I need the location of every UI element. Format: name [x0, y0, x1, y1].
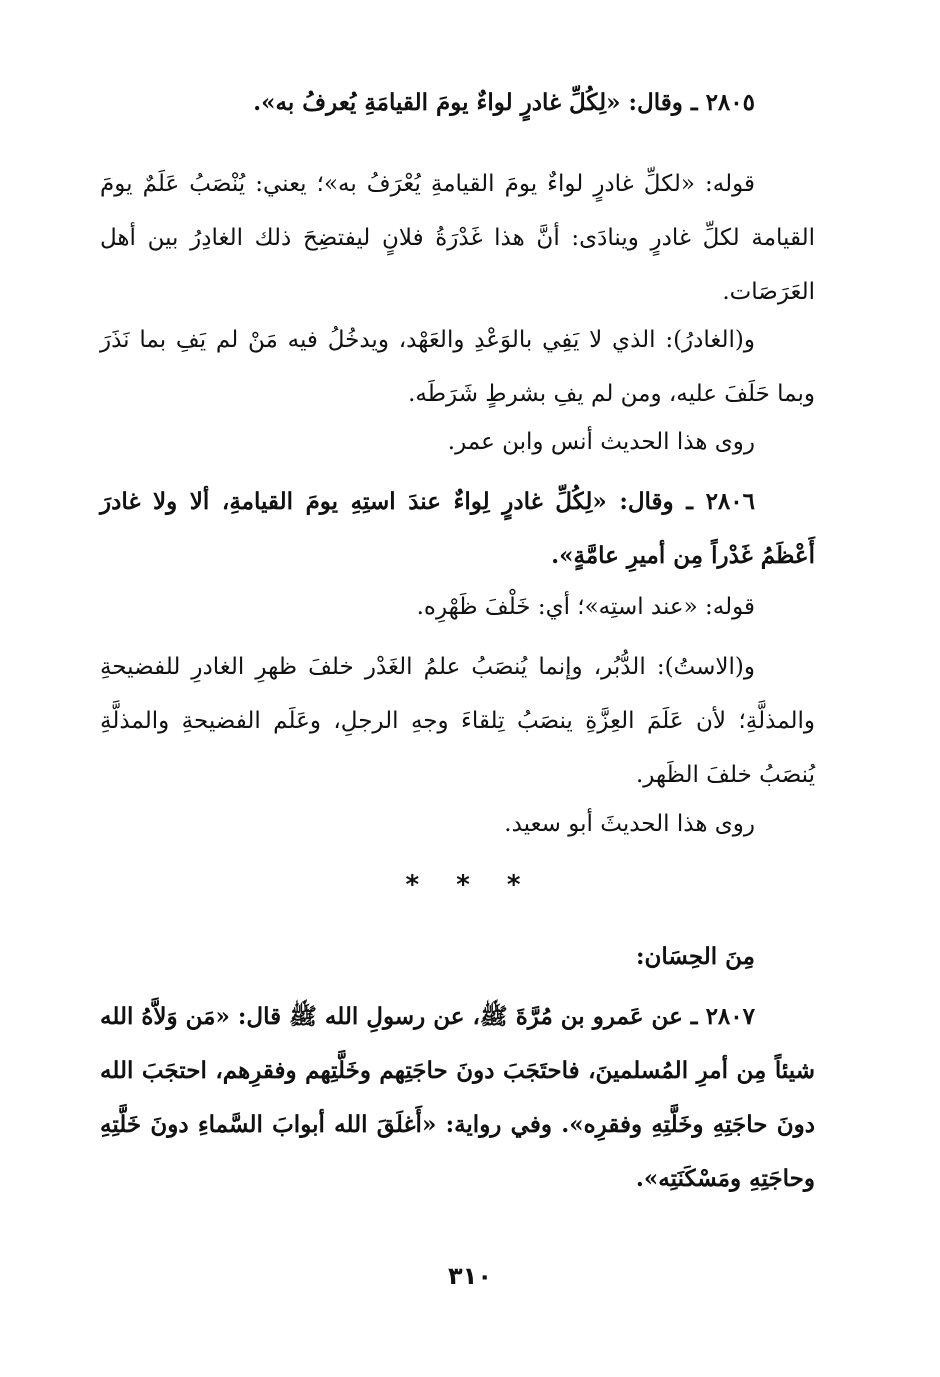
hadith-2805: ٢٨٠٥ ـ وقال: «لِكُلِّ غادرٍ لواءٌ يومَ القيامَةِ يُعرفُ به». — [253, 89, 755, 116]
section-separator: * * * — [405, 870, 535, 900]
commentary-2805-gloss: قوله: «لكلِّ غادرٍ لواءٌ يومَ القيامةِ يُعْرَفُ به»؛ يعني: يُنْصَبُ عَلَمٌ يومَ القيامة لكلِّ غادرٍ وينادَى: أنَّ هذا غَدْرَةُ فلانٍ ليفتضِحَ ذلك الغادِرُ بين أهل العَرَصَات. — [100, 171, 815, 305]
commentary-2806-gloss: قوله: «عند استِه»؛ أي: خَلْفَ ظَهْرِه. — [416, 594, 755, 620]
commentary-2805-block — [100, 157, 815, 319]
narrator-2806-block — [100, 797, 815, 851]
hadith-2806-block — [100, 475, 815, 583]
narrator-2806: روى هذا الحديثَ أبو سعيد. — [504, 811, 755, 837]
hadith-2805-text — [100, 76, 815, 130]
hadith-2807: ٢٨٠٧ ـ عن عَمرو بن مُرَّةَ ﷺ، عن رسولِ الله ﷺ قال: «مَن وَلاَّهُ الله شيئاً مِن أمرِ المُسلمينَ، فاحتَجَبَ دونَ حاجَتِهم وخَلَّتِهم وفقرِهم، احتجَبَ الله دونَ حاجَتِهِ وخَلَّتِهِ وفقرِه». وفي رواية: «أَغلَقَ الله أبوابَ السَّماءِ دونَ خَلَّتِهِ وحاجَتِهِ ومَسْكَنَتِه». — [100, 1003, 815, 1192]
narrator-2805-block — [100, 415, 815, 469]
hadith-2807-block — [100, 990, 815, 1206]
commentary-2805-definition-block — [100, 313, 815, 421]
section-heading: مِنَ الحِسَان: — [636, 943, 755, 970]
commentary-2806-definition: و(الاستُ): الدُّبُر، وإنما يُنصَبُ علمُ الغَدْر خلفَ ظهرِ الغادرِ للفضيحةِ والمذلَّةِ؛ لأن عَلَمَ العِزَّةِ ينصَبُ تِلقاءَ وجهِ الرجلِ، وعَلَم الفضيحةِ والمذلَّةِ يُنصَبُ خلفَ الظَهر. — [100, 654, 815, 788]
section-heading-block — [100, 930, 815, 984]
narrator-2805: روى هذا الحديث أنس وابن عمر. — [447, 429, 755, 455]
commentary-2805-definition: و(الغادرُ): الذي لا يَفِي بالوَعْدِ والعَهْد، ويدخُلُ فيه مَنْ لم يَفِ بما نَذَرَ وبما حَلَفَ عليه، ومن لم يفِ بشرطٍ شَرَطَه. — [100, 327, 815, 407]
page-number: ٣١٠ — [448, 1262, 492, 1290]
commentary-2806-gloss-block — [100, 580, 815, 634]
commentary-2806-definition-block — [100, 640, 815, 802]
hadith-2806: ٢٨٠٦ ـ وقال: «لِكُلِّ غادرٍ لِواءٌ عندَ استِهِ يومَ القيامةِ، ألا ولا غادرَ أَعْظَمُ غَدْراً مِن أميرِ عامَّةٍ». — [100, 488, 815, 569]
